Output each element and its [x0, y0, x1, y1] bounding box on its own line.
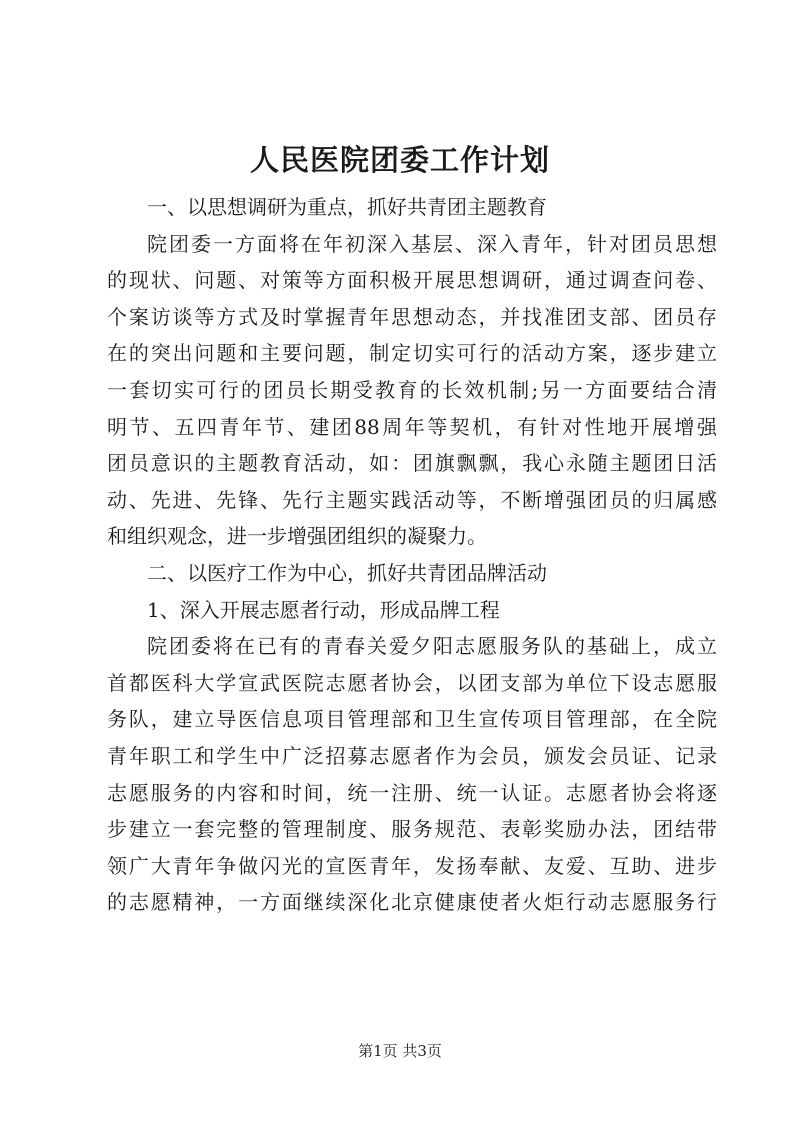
text-line: 领广大青年争做闪光的宣医青年，发扬奉献、友爱、互助、进步	[107, 853, 717, 878]
text-line: 二、以医疗工作为中心，抓好共青团品牌活动	[147, 560, 547, 585]
text-line: 院团委一方面将在年初深入基层、深入青年，针对团员思想	[147, 231, 717, 256]
text-line: 院团委将在已有的青春关爱夕阳志愿服务队的基础上，成立	[147, 634, 717, 659]
text-line: 青年职工和学生中广泛招募志愿者作为会员，颁发会员证、记录	[107, 743, 717, 768]
text-line: 和组织观念，进一步增强团组织的凝聚力。	[107, 524, 487, 549]
text-line: 明节、五四青年节、建团88周年等契机，有针对性地开展增强	[107, 414, 717, 439]
text-line: 的现状、问题、对策等方面积极开展思想调研，通过调查问卷、	[107, 268, 717, 293]
text-line: 步建立一套完整的管理制度、服务规范、表彰奖励办法，团结带	[107, 817, 717, 842]
text-line: 的志愿精神，一方面继续深化北京健康使者火炬行动志愿服务行	[107, 890, 717, 915]
text-line: 务队，建立导医信息项目管理部和卫生宣传项目管理部，在全院	[107, 707, 717, 732]
text-line: 在的突出问题和主要问题，制定切实可行的活动方案，逐步建立	[107, 341, 717, 366]
text-line: 团员意识的主题教育活动，如：团旗飘飘，我心永随主题团日活	[107, 451, 717, 476]
text-line: 首都医科大学宣武医院志愿者协会，以团支部为单位下设志愿服	[107, 670, 717, 695]
text-line: 志愿服务的内容和时间，统一注册、统一认证。志愿者协会将逐	[107, 780, 717, 805]
page-number-footer: 第1页 共3页	[358, 1042, 442, 1060]
text-line: 一、以思想调研为重点，抓好共青团主题教育	[147, 195, 547, 219]
text-line: 个案访谈等方式及时掌握青年思想动态，并找准团支部、团员存	[107, 304, 717, 329]
text-line: 1、深入开展志愿者行动，形成品牌工程	[147, 597, 500, 622]
text-line: 一套切实可行的团员长期受教育的长效机制;另一方面要结合清	[107, 377, 717, 402]
document-body	[107, 189, 717, 921]
document-title: 人民医院团委工作计划	[249, 143, 550, 177]
text-line: 动、先进、先锋、先行主题实践活动等，不断增强团员的归属感	[107, 487, 717, 512]
